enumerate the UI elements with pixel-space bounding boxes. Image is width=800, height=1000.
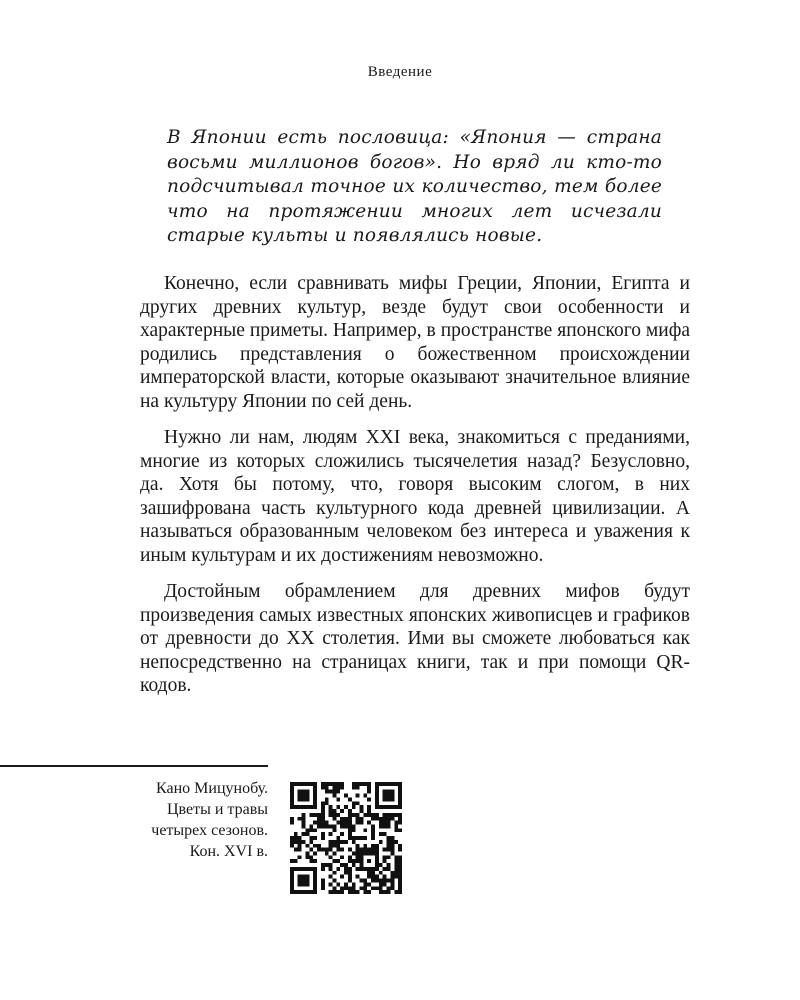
- caption-line: Кон. XVI в.: [189, 843, 268, 860]
- caption-line: Цветы и травы: [166, 801, 268, 818]
- paragraph: Достойным обрамлением для древних мифов будут произведения самых известных японских живописцев и графиков от древности до XX столетия. Ими вы сможете любоваться как непосредственно на страницах книги, так и при помощи QR-кодов.: [140, 581, 690, 696]
- caption-line: четырех сезонов.: [151, 822, 268, 839]
- epigraph: В Японии есть пословица: «Япония — страна восьми миллионов богов». Но вряд ли кто-то подсчитывал точное их количество, тем более что на протяжении многих лет исчезали старые культы и появлялись новые.: [167, 127, 662, 246]
- image-caption: [0, 778, 268, 862]
- caption-divider: [0, 765, 268, 767]
- qr-code-icon[interactable]: [290, 782, 402, 894]
- paragraph: Нужно ли нам, людям XXI века, знакомиться с преданиями, многие из которых сложились тысячелетия назад? Безусловно, да. Хотя бы потому, что, говоря высоким слогом, в них зашифрована часть культурного кода древней цивилизации. А называться образованным человеком без интереса и уважения к иным культурам и их достижениям невозможно.: [140, 427, 690, 566]
- body-text: [140, 272, 690, 711]
- caption-line: Кано Мицунобу.: [156, 780, 268, 797]
- running-head: Введение: [367, 64, 433, 80]
- paragraph: Конечно, если сравнивать мифы Греции, Японии, Египта и других древних культур, везде будут свои особенности и характерные приметы. Например, в пространстве японского мифа родились представления о божественном происхождении императорской власти, которые оказывают значительное влияние на культуру Японии по сей день.: [140, 273, 690, 412]
